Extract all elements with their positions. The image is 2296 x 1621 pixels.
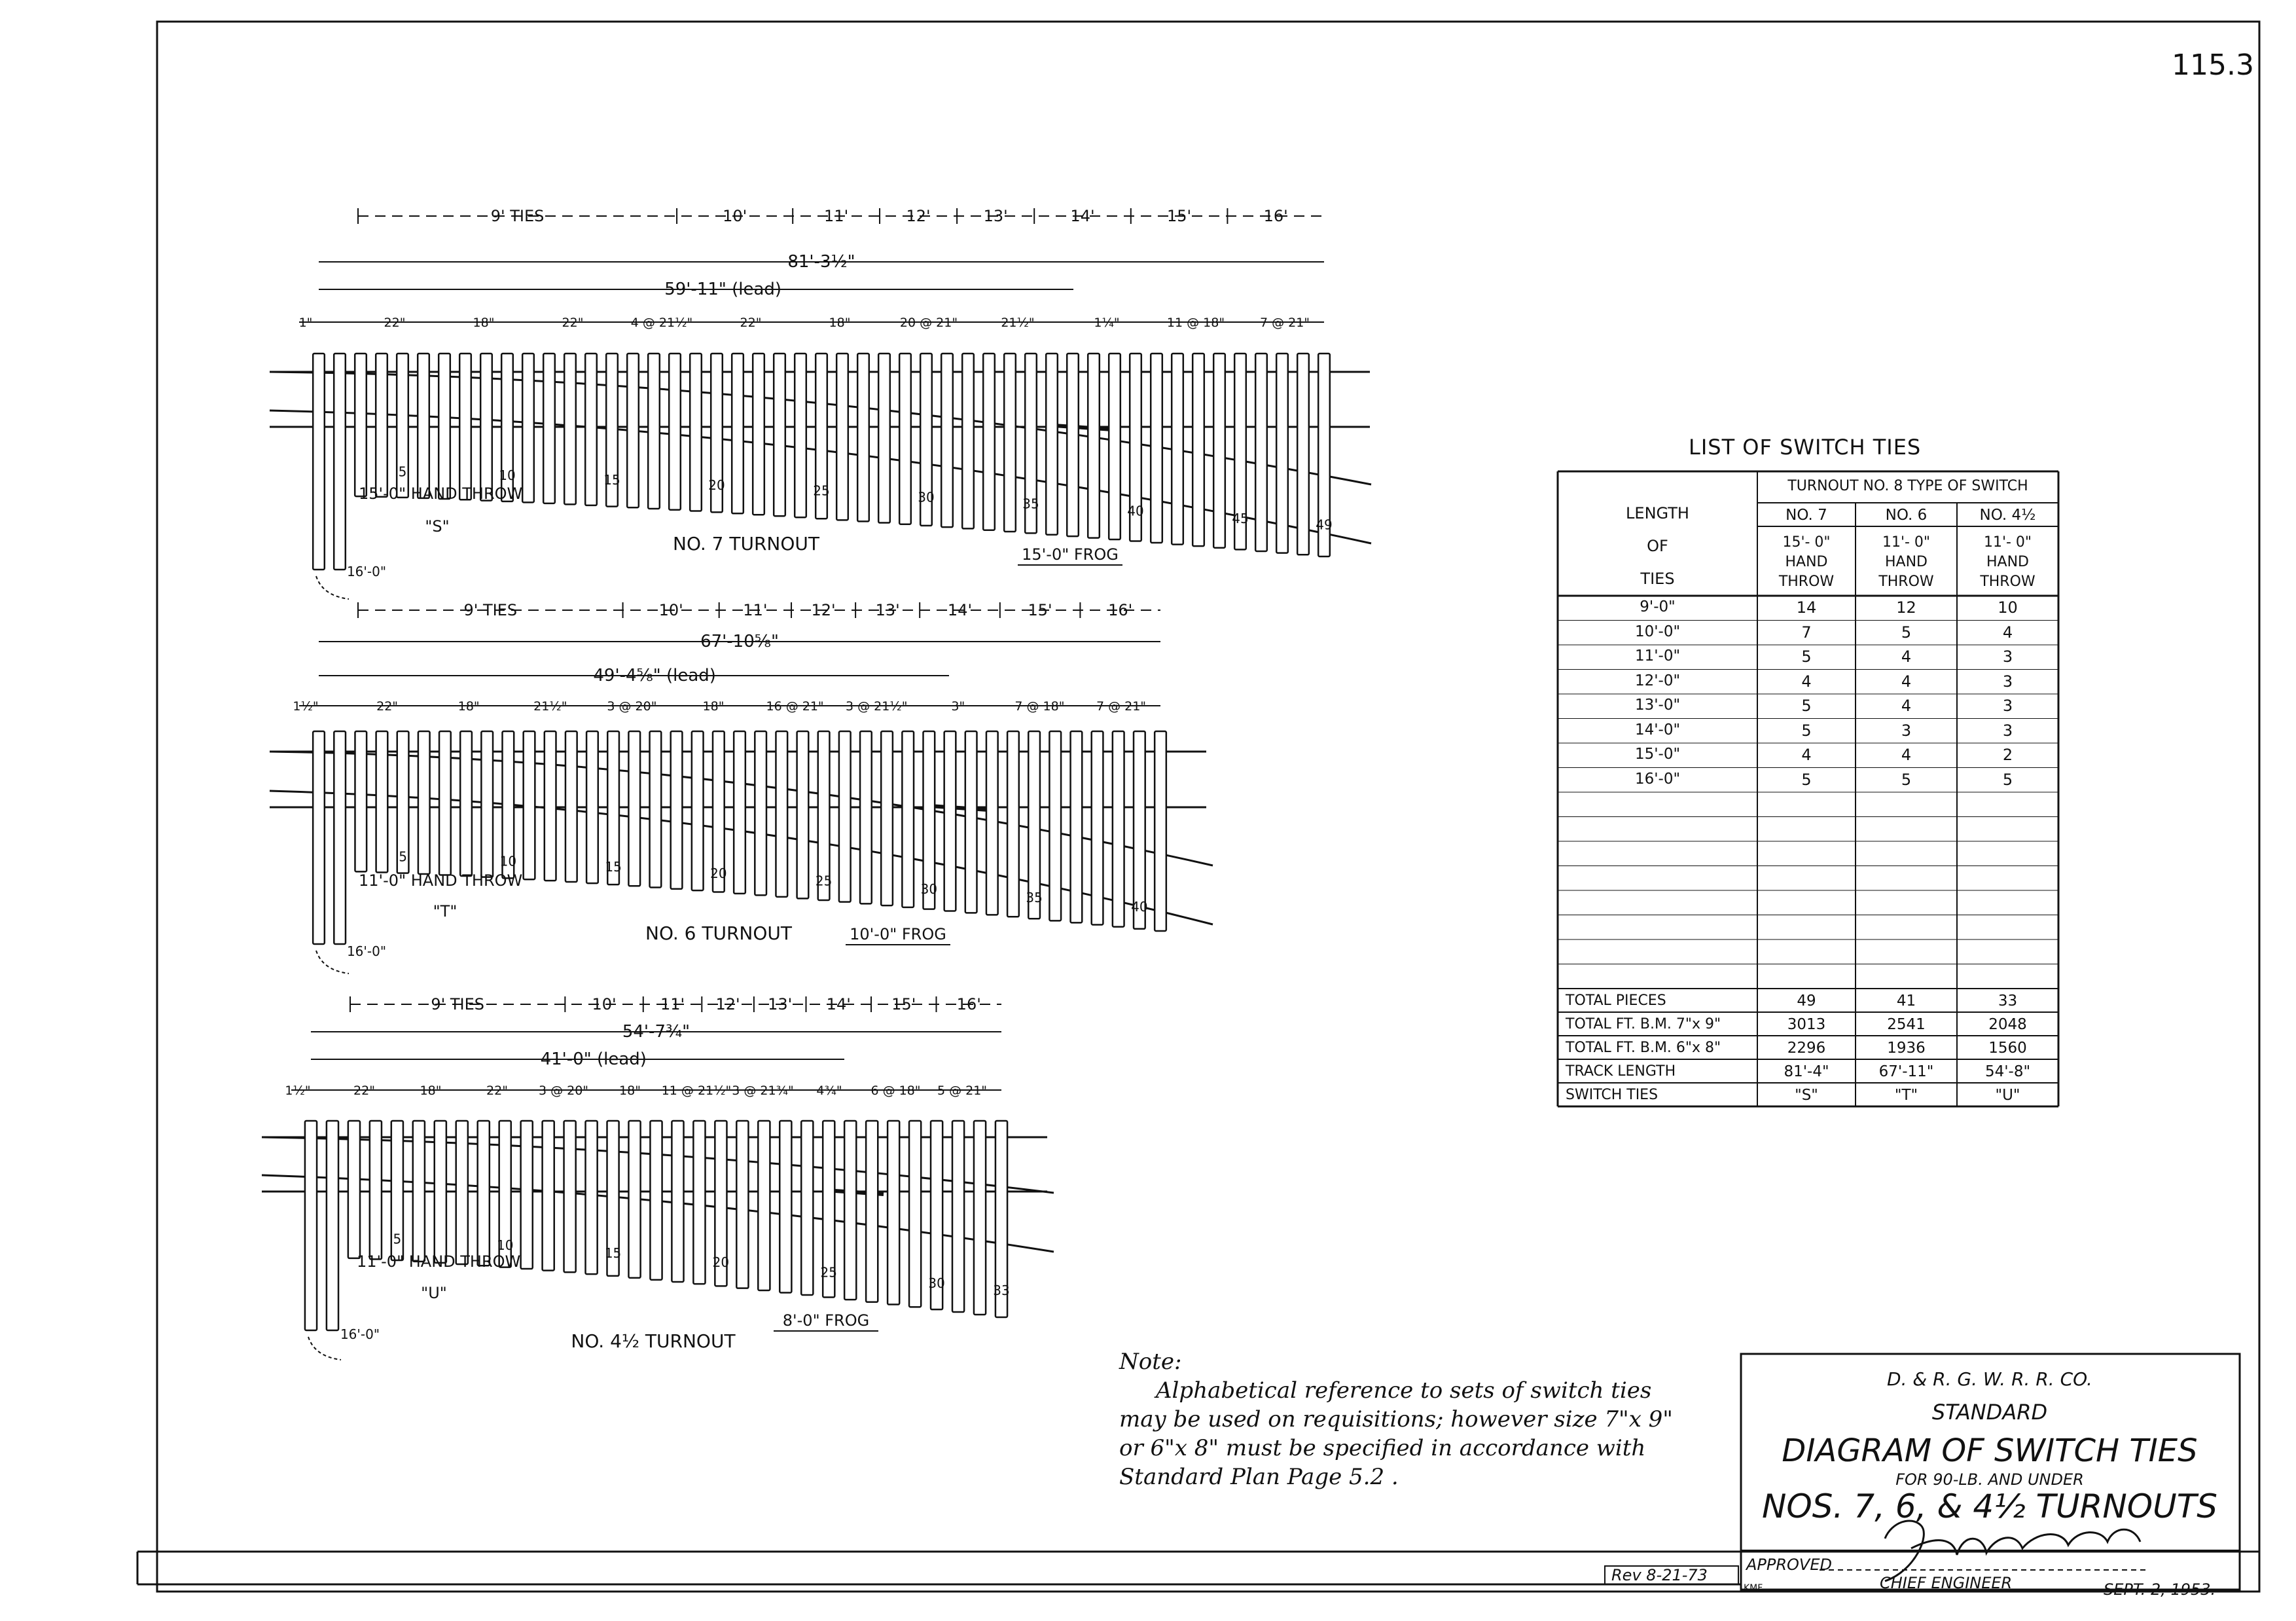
table-summary-0-col-1: 41 — [1896, 993, 1916, 1010]
end-tie-label-2: 16'-0" — [346, 943, 387, 959]
tie-number-3-33: 33 — [993, 1282, 1010, 1298]
table-row-0-col-0: 14 — [1796, 598, 1817, 617]
tie-2-4 — [376, 731, 388, 872]
tie-number-1-20: 20 — [708, 477, 725, 493]
spacing-label-3-8: 4¾" — [816, 1084, 842, 1098]
tie-2-24 — [797, 731, 809, 898]
table-row-7-col-1: 5 — [1901, 770, 1912, 789]
tie-3-2 — [327, 1121, 338, 1330]
tie-1-43 — [1193, 354, 1204, 546]
end-tie-label-1: 16'-0" — [346, 564, 387, 579]
group-label-2-7: 16' — [1108, 601, 1133, 619]
group-label-3-4: 13' — [768, 995, 793, 1013]
table-col-throw-1-2: THROW — [1878, 574, 1934, 590]
spacing-label-1-8: 21½" — [1001, 316, 1035, 330]
tie-3-27 — [866, 1121, 878, 1302]
group-label-2-4: 13' — [875, 601, 900, 619]
tie-2-1 — [313, 731, 325, 944]
spacing-label-2-5: 18" — [702, 699, 725, 714]
tie-2-13 — [565, 731, 577, 882]
tie-1-31 — [941, 354, 953, 527]
group-label-2-0: 9' TIES — [463, 601, 518, 619]
tie-3-1 — [305, 1121, 317, 1330]
hand-throw-label-2: 11'-0" HAND THROW — [359, 871, 523, 890]
tie-1-17 — [648, 354, 660, 509]
table-summary-4-col-2: "U" — [1995, 1087, 2020, 1104]
tie-2-22 — [755, 731, 766, 895]
tie-2-8 — [460, 731, 472, 876]
tie-1-24 — [795, 354, 806, 517]
tie-1-27 — [857, 354, 869, 521]
tie-3-7 — [435, 1121, 446, 1263]
frog-label-2: 10'-0" FROG — [850, 925, 946, 943]
tie-2-21 — [734, 731, 745, 894]
tie-1-9 — [480, 354, 492, 501]
tie-2-33 — [986, 731, 998, 915]
tie-1-21 — [732, 354, 744, 513]
spacing-label-2-0: 1½" — [293, 699, 319, 714]
tie-1-18 — [669, 354, 681, 510]
tie-2-36 — [1049, 731, 1061, 920]
tie-number-3-30: 30 — [928, 1275, 945, 1292]
tie-1-2 — [334, 354, 346, 570]
tie-3-11 — [521, 1121, 533, 1269]
tie-1-16 — [627, 354, 639, 507]
tie-1-46 — [1255, 354, 1267, 551]
tie-3-14 — [586, 1121, 598, 1274]
table-row-len-7: 16'-0" — [1634, 770, 1681, 788]
spacing-label-3-9: 6 @ 18" — [870, 1084, 921, 1098]
tie-3-21 — [736, 1121, 748, 1288]
spacing-label-1-5: 22" — [740, 316, 762, 330]
tie-3-19 — [693, 1121, 705, 1284]
table-summary-2-col-1: 1936 — [1887, 1040, 1926, 1057]
spacing-label-1-7: 20 @ 21" — [899, 316, 958, 330]
tie-number-1-49: 49 — [1316, 517, 1333, 533]
tie-1-28 — [878, 354, 890, 523]
tie-1-14 — [585, 354, 597, 505]
tie-3-26 — [844, 1121, 856, 1300]
spacing-label-1-3: 22" — [562, 316, 584, 330]
hand-throw-label-3: 11'-0" HAND THROW — [357, 1252, 521, 1271]
tie-1-8 — [459, 354, 471, 500]
tie-2-2 — [334, 731, 346, 944]
tie-2-27 — [860, 731, 872, 903]
tie-1-6 — [418, 354, 429, 498]
group-label-1-1: 10' — [723, 207, 747, 225]
tie-number-2-30: 30 — [920, 881, 938, 897]
table-col-throw-1-0: 11'- 0" — [1882, 534, 1931, 551]
tie-number-3-10: 10 — [496, 1237, 514, 1254]
spacing-label-2-1: 22" — [376, 699, 399, 714]
table-row-4-col-2: 3 — [2002, 697, 2013, 715]
table-row-2-col-2: 3 — [2002, 647, 2013, 666]
tie-2-31 — [944, 731, 956, 911]
table-row-len-2: 11'-0" — [1634, 647, 1681, 665]
tie-1-37 — [1067, 354, 1079, 536]
tie-1-19 — [690, 354, 702, 511]
spacing-label-1-4: 4 @ 21½" — [630, 316, 693, 330]
spacing-label-1-1: 22" — [384, 316, 406, 330]
table-summary-3-col-2: 54'-8" — [1984, 1063, 2031, 1080]
table-summary-label-4: SWITCH TIES — [1566, 1087, 1659, 1103]
group-label-2-3: 12' — [811, 601, 836, 619]
title-subtitle: FOR 90-LB. AND UNDER — [1895, 1470, 2084, 1489]
spacing-label-1-0: 1" — [298, 316, 313, 330]
table-title: LIST OF SWITCH TIES — [1689, 435, 1922, 460]
title-standard: STANDARD — [1931, 1400, 2048, 1425]
tie-number-1-35: 35 — [1022, 496, 1039, 512]
table-row-7-col-2: 5 — [2002, 770, 2013, 789]
group-label-3-0: 9' TIES — [431, 995, 484, 1013]
tie-1-42 — [1172, 354, 1183, 545]
tie-number-2-25: 25 — [815, 873, 833, 889]
tie-number-1-30: 30 — [918, 489, 935, 505]
spacing-label-2-6: 16 @ 21" — [766, 699, 824, 714]
table-col-throw-2-0: 11'- 0" — [1983, 534, 2032, 551]
table-head-left-2: TIES — [1640, 570, 1675, 588]
tie-1-34 — [1004, 354, 1016, 532]
table-summary-2-col-0: 2296 — [1787, 1040, 1826, 1057]
table-summary-label-2: TOTAL FT. B.M. 6"x 8" — [1566, 1040, 1721, 1056]
table-col-no-2: NO. 4½ — [1979, 507, 2036, 524]
table-col-throw-0-0: 15'- 0" — [1782, 534, 1831, 551]
spacing-label-1-10: 11 @ 18" — [1166, 316, 1225, 330]
table-summary-3-col-1: 67'-11" — [1878, 1063, 1934, 1080]
lead-dimension-1: 59'-11" (lead) — [664, 280, 782, 299]
spacing-label-1-9: 1¼" — [1094, 316, 1120, 330]
table-col-no-0: NO. 7 — [1785, 507, 1827, 524]
switch-ref-label-3: "U" — [421, 1284, 447, 1302]
spacing-label-3-1: 22" — [353, 1084, 375, 1098]
title-company: D. & R. G. W. R. R. CO. — [1887, 1368, 2092, 1390]
table-row-3-col-1: 4 — [1901, 672, 1912, 691]
tie-3-31 — [952, 1121, 964, 1312]
tie-2-28 — [881, 731, 893, 905]
table-col-throw-0-2: THROW — [1778, 574, 1835, 590]
tie-number-1-10: 10 — [499, 467, 516, 484]
note-block — [1119, 1347, 1673, 1491]
tie-3-3 — [348, 1121, 360, 1258]
table-row-len-5: 14'-0" — [1634, 721, 1681, 738]
tie-1-3 — [355, 354, 367, 496]
hand-throw-label-1: 15'-0" HAND THROW — [359, 484, 523, 503]
table-row-4-col-1: 4 — [1901, 697, 1912, 715]
chief-engineer-label: CHIEF ENGINEER — [1880, 1574, 2013, 1592]
tie-2-34 — [1007, 731, 1019, 917]
tie-number-3-20: 20 — [712, 1254, 730, 1270]
turnout-name-3: NO. 4½ TURNOUT — [571, 1330, 736, 1352]
spacing-label-3-2: 18" — [420, 1084, 442, 1098]
table-col-throw-2-1: HAND — [1986, 554, 2029, 570]
group-label-1-0: 9' TIES — [490, 207, 545, 225]
tie-number-2-35: 35 — [1026, 889, 1043, 905]
table-row-3-col-0: 4 — [1801, 672, 1812, 691]
tie-number-3-5: 5 — [393, 1231, 402, 1247]
tie-1-33 — [983, 354, 995, 530]
group-label-1-7: 16' — [1263, 207, 1288, 225]
tie-number-1-25: 25 — [813, 483, 830, 499]
tie-1-7 — [439, 354, 450, 499]
group-label-3-2: 11' — [660, 995, 685, 1013]
tie-1-29 — [899, 354, 911, 524]
tie-2-32 — [965, 731, 977, 913]
group-label-1-3: 12' — [906, 207, 931, 225]
spacing-label-2-3: 21½" — [533, 699, 567, 714]
table-row-0-col-1: 12 — [1896, 598, 1916, 617]
turnout-name-1: NO. 7 TURNOUT — [673, 533, 819, 555]
spacing-label-2-7: 3 @ 21½" — [845, 699, 908, 714]
spacing-label-2-10: 7 @ 21" — [1096, 699, 1147, 714]
group-label-3-1: 10' — [592, 995, 617, 1013]
tie-number-2-40: 40 — [1131, 898, 1148, 915]
table-col-throw-0-1: HAND — [1785, 554, 1828, 570]
note-line-3: or 6"x 8" must be specified in accordance with — [1119, 1435, 1646, 1461]
frog-label-1: 15'-0" FROG — [1022, 545, 1119, 564]
tie-number-1-45: 45 — [1232, 511, 1249, 527]
tie-1-1 — [313, 354, 325, 570]
end-tie-label-3: 16'-0" — [340, 1326, 380, 1342]
table-summary-1-col-2: 2048 — [1988, 1016, 2027, 1033]
table-row-5-col-1: 3 — [1901, 721, 1912, 740]
spacing-label-3-10: 5 @ 21" — [937, 1084, 988, 1098]
drafter-initials: KMF. — [1744, 1583, 1765, 1594]
table-row-2-col-1: 4 — [1901, 647, 1912, 666]
table-summary-4-col-0: "S" — [1795, 1087, 1818, 1104]
group-label-2-2: 11' — [743, 601, 768, 619]
table-row-6-col-0: 4 — [1801, 746, 1812, 764]
group-label-1-4: 13' — [983, 207, 1008, 225]
table-summary-1-col-0: 3013 — [1787, 1016, 1826, 1033]
table-summary-0-col-2: 33 — [1998, 993, 2018, 1010]
tie-1-39 — [1109, 354, 1121, 539]
table-head-left-1: OF — [1647, 537, 1668, 555]
group-label-3-7: 16' — [956, 995, 981, 1013]
tie-1-23 — [774, 354, 785, 516]
group-label-1-5: 14' — [1070, 207, 1095, 225]
overall-dimension-2: 67'-10⅝" — [700, 632, 779, 651]
tie-2-37 — [1071, 731, 1083, 922]
tie-number-1-5: 5 — [398, 464, 407, 480]
end-tie-leader-3 — [308, 1337, 341, 1360]
tie-1-47 — [1276, 354, 1288, 553]
tie-number-2-20: 20 — [710, 865, 727, 882]
group-label-1-6: 15' — [1167, 207, 1192, 225]
spacing-label-3-4: 3 @ 20" — [538, 1084, 589, 1098]
overall-dimension-1: 81'-3½" — [787, 252, 855, 272]
table-row-0-col-2: 10 — [1998, 598, 2018, 617]
group-label-3-5: 14' — [826, 995, 851, 1013]
tie-2-19 — [692, 731, 704, 890]
tie-2-7 — [439, 731, 451, 875]
table-summary-4-col-1: "T" — [1894, 1087, 1918, 1104]
tie-3-28 — [888, 1121, 899, 1305]
table-summary-3-col-0: 81'-4" — [1784, 1063, 1829, 1080]
tie-3-29 — [909, 1121, 921, 1307]
table-summary-0-col-0: 49 — [1797, 993, 1816, 1010]
table-row-4-col-0: 5 — [1801, 697, 1812, 715]
end-tie-leader-2 — [316, 951, 349, 974]
tie-1-11 — [522, 354, 534, 502]
tie-3-9 — [478, 1121, 490, 1266]
spacing-label-3-7: 3 @ 21¾" — [732, 1084, 794, 1098]
table-row-1-col-0: 7 — [1801, 623, 1812, 642]
tie-3-18 — [672, 1121, 683, 1282]
frog-label-3: 8'-0" FROG — [782, 1311, 870, 1330]
note-line-2: may be used on requisitions; however size 7"x 9" — [1119, 1406, 1673, 1432]
spacing-label-1-11: 7 @ 21" — [1259, 316, 1310, 330]
table-summary-label-1: TOTAL FT. B.M. 7"x 9" — [1566, 1016, 1721, 1032]
tie-2-41 — [1155, 731, 1166, 931]
switch-ref-label-1: "S" — [425, 517, 450, 536]
table-summary-1-col-1: 2541 — [1887, 1016, 1926, 1033]
tie-3-17 — [650, 1121, 662, 1280]
tie-number-1-40: 40 — [1127, 503, 1144, 519]
tie-2-9 — [481, 731, 493, 877]
tie-3-13 — [564, 1121, 576, 1272]
tie-2-39 — [1113, 731, 1124, 927]
turnout-name-2: NO. 6 TURNOUT — [645, 922, 792, 944]
spacing-label-1-6: 18" — [829, 316, 851, 330]
spacing-label-2-4: 3 @ 20" — [607, 699, 657, 714]
tie-2-12 — [545, 731, 556, 881]
group-label-3-6: 15' — [891, 995, 916, 1013]
spacing-label-2-2: 18" — [457, 699, 480, 714]
group-label-2-5: 14' — [947, 601, 973, 619]
table-summary-2-col-2: 1560 — [1988, 1040, 2027, 1057]
lead-dimension-3: 41'-0" (lead) — [540, 1049, 647, 1069]
tie-2-17 — [650, 731, 662, 888]
table-row-len-6: 15'-0" — [1634, 746, 1681, 763]
table-col-throw-2-2: THROW — [1980, 574, 2036, 590]
tie-3-22 — [758, 1121, 770, 1290]
tie-2-26 — [839, 731, 851, 902]
spacing-label-3-6: 11 @ 21½" — [661, 1084, 732, 1098]
tie-1-41 — [1151, 354, 1162, 543]
tie-3-24 — [801, 1121, 813, 1295]
tie-3-16 — [628, 1121, 640, 1278]
tie-2-14 — [586, 731, 598, 883]
tie-2-16 — [628, 731, 640, 886]
tie-1-36 — [1046, 354, 1058, 535]
tie-2-11 — [524, 731, 535, 879]
table-col-throw-1-1: HAND — [1885, 554, 1928, 570]
table-row-5-col-0: 5 — [1801, 721, 1812, 740]
tie-number-1-15: 15 — [603, 471, 620, 488]
group-label-2-1: 10' — [658, 601, 683, 619]
table-row-6-col-2: 2 — [2002, 746, 2013, 764]
table-row-2-col-0: 5 — [1801, 647, 1812, 666]
table-row-3-col-2: 3 — [2002, 672, 2013, 691]
note-heading: Note: — [1119, 1349, 1182, 1375]
tie-2-3 — [355, 731, 367, 871]
title-main: DIAGRAM OF SWITCH TIES — [1782, 1432, 2198, 1469]
title-nos: NOS. 7, 6, & 4½ TURNOUTS — [1761, 1487, 2218, 1525]
spacing-label-2-9: 7 @ 18" — [1014, 699, 1065, 714]
table-row-6-col-1: 4 — [1901, 746, 1912, 764]
switch-ref-label-2: "T" — [433, 902, 457, 920]
tie-1-4 — [376, 354, 387, 497]
table-summary-label-0: TOTAL PIECES — [1566, 993, 1666, 1009]
tie-1-13 — [564, 354, 576, 504]
group-label-1-2: 11' — [824, 207, 849, 225]
spacing-label-3-0: 1½" — [285, 1084, 311, 1098]
table-row-7-col-0: 5 — [1801, 770, 1812, 789]
table-summary-label-3: TRACK LENGTH — [1566, 1063, 1676, 1080]
tie-number-2-5: 5 — [399, 848, 407, 865]
tie-1-38 — [1088, 354, 1100, 538]
tie-number-2-10: 10 — [499, 853, 517, 869]
table-head-left-0: LENGTH — [1626, 504, 1689, 522]
approval-date: SEPT. 2, 1953. — [2104, 1580, 2216, 1599]
group-label-3-3: 12' — [715, 995, 740, 1013]
tie-3-23 — [780, 1121, 791, 1292]
tie-3-12 — [543, 1121, 554, 1271]
table-row-1-col-2: 4 — [2002, 623, 2013, 642]
tie-1-12 — [543, 354, 555, 503]
revision-note: Rev 8-21-73 — [1611, 1566, 1708, 1584]
table-group-header: TURNOUT NO. 8 TYPE OF SWITCH — [1787, 478, 2028, 494]
tie-3-6 — [413, 1121, 425, 1262]
tie-1-48 — [1297, 354, 1309, 555]
overall-dimension-3: 54'-7¾" — [622, 1022, 691, 1042]
lead-dimension-2: 49'-4⅝" (lead) — [593, 666, 716, 685]
table-row-len-3: 12'-0" — [1634, 672, 1681, 689]
note-line-1: Alphabetical reference to sets of switch ties — [1156, 1377, 1652, 1404]
spacing-label-3-3: 22" — [486, 1084, 508, 1098]
tie-number-3-15: 15 — [604, 1245, 622, 1262]
tie-3-32 — [974, 1121, 986, 1315]
spacing-label-3-5: 18" — [619, 1084, 641, 1098]
table-row-1-col-1: 5 — [1901, 623, 1912, 642]
tie-2-23 — [776, 731, 787, 897]
group-label-2-6: 15' — [1028, 601, 1052, 619]
tie-1-22 — [753, 354, 764, 515]
tie-3-4 — [370, 1121, 382, 1259]
tie-3-8 — [456, 1121, 468, 1264]
tie-1-26 — [836, 354, 848, 520]
tie-1-32 — [962, 354, 974, 528]
table-row-len-1: 10'-0" — [1634, 623, 1681, 640]
tie-2-6 — [418, 731, 430, 874]
table-col-no-1: NO. 6 — [1885, 507, 1928, 524]
end-tie-leader-1 — [316, 576, 349, 599]
table-row-5-col-2: 3 — [2002, 721, 2013, 740]
page-number: 115.3 — [2172, 48, 2254, 82]
tie-1-44 — [1213, 354, 1225, 548]
tie-2-29 — [902, 731, 914, 907]
tie-number-3-25: 25 — [820, 1264, 837, 1281]
tie-2-18 — [671, 731, 683, 889]
spacing-label-1-2: 18" — [473, 316, 495, 330]
tie-2-38 — [1092, 731, 1103, 924]
approved-label: APPROVED — [1746, 1556, 1832, 1574]
tie-number-2-15: 15 — [605, 859, 622, 875]
spacing-label-2-8: 3" — [951, 699, 965, 714]
note-line-4: Standard Plan Page 5.2 . — [1119, 1464, 1399, 1490]
table-row-len-4: 13'-0" — [1634, 697, 1681, 714]
table-row-len-0: 9'-0" — [1640, 598, 1676, 615]
